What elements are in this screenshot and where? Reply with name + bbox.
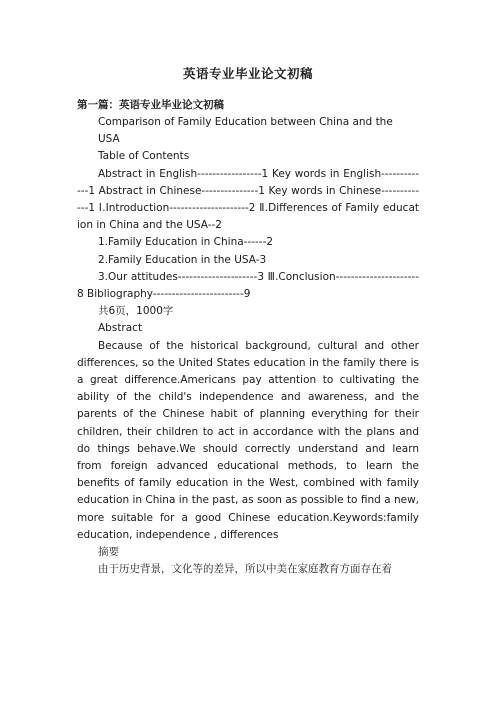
- abstract-text: Because of the historical background, cultural and other differences, so the United States education in the family there is a great difference.Americans pay attention to cultivating the ability of the child's independence and awareness, and the parents of the Chinese habit of planning everything for their children, their children to act in accordance with the plans and do things behave.We should correctly understand and learn from foreign advanced educational methods, to learn the benefits of family education in the West, combined with family education in China in the past, as soon as possible to find a new, more suitable for a good Chinese education.Keywords:family education, independence , differences: [77, 339, 419, 541]
- toc-item-3-block: 3.Our attitudes---------------------3 Ⅲ.Conclusion----------------------8 Bibliography------------------------9: [77, 270, 419, 301]
- document-body: [77, 114, 419, 578]
- chinese-abstract-heading: 摘要: [98, 546, 119, 559]
- toc-heading: Table of Contents: [98, 150, 190, 163]
- document-title: 英语专业毕业论文初稿: [182, 66, 313, 81]
- paper-title-line-2: USA: [98, 133, 120, 146]
- section-heading: 第一篇：英语专业毕业论文初稿: [77, 99, 224, 111]
- toc-item-1: 1.Family Education in China------2: [98, 236, 274, 249]
- abstract-heading: Abstract: [98, 322, 143, 335]
- chinese-abstract-text: 由于历史背景，文化等的差异，所以中美在家庭教育方面存在着: [98, 563, 392, 576]
- page-count: 共6页，1000字: [98, 305, 174, 318]
- toc-block: Abstract in English-----------------1 Key words in English-------------1 Abstract in Chinese---------------1 Key words in Chinese-------------1 Ⅰ.Introduction---------------------2 Ⅱ.Differences of Family education in China and the USA--2: [77, 167, 419, 232]
- toc-item-2: 2.Family Education in the USA-3: [98, 253, 267, 266]
- paper-title-line-1: Comparison of Family Education between China and the: [98, 116, 393, 128]
